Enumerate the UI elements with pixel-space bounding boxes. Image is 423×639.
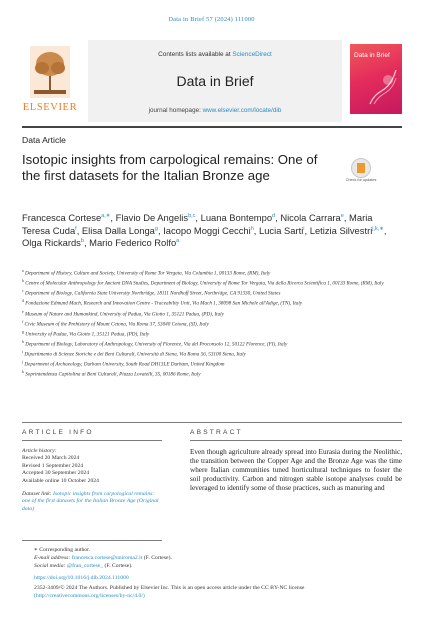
affiliation-item [22, 268, 397, 278]
affiliation-text: Centre of Molecular Anthropology for Ancient DNA Studies, Department of Biology, University of Rome Tor Vergata, Via della Ricerca Scientifica 1, 00133 Rome, (RM), Italy [23, 280, 384, 287]
history-accepted: Accepted 30 September 2024 [22, 470, 90, 477]
publisher-name: ELSEVIER [22, 102, 78, 113]
social-line [34, 562, 384, 570]
homepage-line [88, 107, 342, 114]
affiliation-divider [22, 422, 402, 423]
affiliation-item [22, 309, 397, 319]
contents-line [88, 51, 342, 58]
check-updates-label: Check for updates [345, 178, 377, 182]
email-line [34, 554, 384, 562]
homepage-prefix: journal homepage: [148, 107, 203, 114]
affiliation-text: Department of Biology, Laboratory of Anthropology, University of Florence, Via del Proconsolo 12, 50122 Florence, (FI), Italy [23, 341, 288, 348]
license-statement: 2352-3409/© 2024 The Authors. Published by Elsevier Inc. This is an open access article under the CC BY-NC license [34, 585, 305, 591]
affiliation-marker: e [22, 309, 24, 314]
footnote-divider [22, 540, 162, 541]
cover-graphic-icon [368, 66, 398, 106]
email-link[interactable]: francesca.cortese@uniroma2.it [71, 555, 143, 561]
affiliation-item [22, 329, 397, 339]
history-received: Received 20 March 2024 [22, 455, 80, 462]
author-affiliation-marker[interactable]: a [176, 238, 180, 245]
article-type: Data Article [22, 135, 66, 145]
affiliations [22, 268, 397, 379]
author-affiliation-marker[interactable]: d [272, 212, 276, 219]
article-title: Isotopic insights from carpological remains: One of the first datasets for the Italian Bronze age [22, 152, 318, 183]
author-name[interactable]: Lucia Sarti [259, 224, 304, 236]
affiliation-text: Dipartimento di Scienze Storiche e dei Beni Culturali, Università di Siena, Via Roma 56, 53100 Siena, Italy [23, 351, 246, 358]
sciencedirect-link[interactable]: ScienceDirect [232, 51, 272, 58]
author-name[interactable]: Mario Federico Rolfo [89, 237, 177, 249]
affiliation-text: Fondazione Edmund Mach, Research and Innovation Centre - Traceability Unit, Via Mach 1, 38098 San Michele all'Adige, (TN), Italy [23, 301, 303, 308]
author-list: Francesca Cortese$^{a,∗}$, Flavio De Angelis$^{b,c}$, Luana Bontempo$^d$, Nicola Carrara$^e$, Maria Teresa Cuda$^f$, Elisa Dalla Longa$^g$, Iacopo Moggi Cecchi$^h$, Lucia Sarti$^i$, Letizia Silvestri$^{j,k,∗}$, Olga Rickards$^b$, Mario Federico Rolfo$^a$ [22, 212, 387, 249]
elsevier-logo[interactable] [22, 40, 78, 122]
affiliation-text: University of Padua, Via Giotto 1, 35121 Padua, (PD), Italy [23, 331, 150, 338]
affiliation-marker: k [22, 370, 24, 375]
dataset-link-block [22, 491, 162, 513]
author-name[interactable]: Iacopo Moggi Cecchi [163, 224, 251, 236]
author-affiliation-marker[interactable]: i [303, 225, 305, 232]
affiliation-item [22, 319, 397, 329]
article-info [22, 448, 162, 513]
corresponding-label: ∗ Corresponding author. [34, 547, 91, 553]
author-name[interactable]: Olga Rickards [22, 237, 81, 249]
social-link[interactable]: @fran_cortese_ [66, 563, 104, 569]
affiliation-text: Department of Archaeology, Durham University, South Road DH13LE Durham, United Kingdom [23, 361, 225, 368]
author-affiliation-marker[interactable]: f [75, 225, 77, 232]
bookmark-icon [357, 163, 365, 173]
affiliation-marker: g [22, 329, 24, 334]
article-info-heading: ARTICLE INFO [22, 429, 94, 436]
check-for-updates-badge[interactable] [345, 158, 377, 188]
affiliation-item [22, 369, 397, 379]
author-affiliation-marker[interactable]: j,k,∗ [372, 225, 384, 232]
dataset-link[interactable]: Isotopic insights from carpological remains: one of the first datasets for the Italian Bronze Age (Original data) [22, 491, 159, 512]
affiliation-marker: d [22, 299, 24, 304]
social-suffix: (F. Cortese). [103, 563, 133, 569]
contents-prefix: Contents lists available at [158, 51, 233, 58]
affiliation-item [22, 298, 397, 308]
author-name[interactable]: Francesca Cortese [22, 212, 102, 223]
tree-icon [30, 46, 70, 98]
author-affiliation-marker[interactable]: e [340, 212, 344, 219]
affiliation-marker: f [22, 319, 24, 324]
doi-link[interactable]: https://doi.org/10.1016/j.dib.2024.111000 [34, 575, 129, 581]
author-name[interactable]: Elisa Dalla Longa [81, 224, 155, 236]
history-label: Article history: [22, 448, 57, 454]
affiliation-text: Department of History, Culture and Society, University of Rome Tor Vergata, Via Columbia 1, 00133 Rome, (RM), Italy [23, 270, 271, 277]
abstract-heading: ABSTRACT [190, 429, 243, 436]
author-affiliation-marker[interactable]: g [154, 225, 158, 232]
affiliation-item [22, 349, 397, 359]
affiliation-text: Soprintendenza Capitolina ai Beni Culturali, Piazza Lovatelli, 35, 00186 Rome, Italy [23, 371, 201, 378]
author-name[interactable]: Luana Bontempo [200, 212, 273, 223]
author-name[interactable]: Flavio De Angelis [115, 212, 189, 223]
affiliation-marker: i [22, 350, 24, 354]
author-affiliation-marker[interactable]: b,c [188, 212, 196, 219]
affiliation-item [22, 339, 397, 349]
journal-header [22, 40, 402, 122]
author-name[interactable]: Nicola Carrara [280, 212, 341, 223]
affiliation-text: Museum of Nature and Humankind, University of Padua, Via Giotto 1, 35121 Padua, (PD), Italy [23, 311, 224, 318]
info-divider [22, 440, 162, 441]
affiliation-item [22, 278, 397, 288]
author-affiliation-marker[interactable]: b [80, 238, 84, 245]
affiliation-item [22, 288, 397, 298]
email-label: E-mail address: [34, 555, 71, 561]
author-name[interactable]: Letizia Silvestri [309, 224, 373, 236]
journal-title: Data in Brief [176, 73, 254, 89]
affiliation-text: Department of Biology, California State University Northridge, 18111 Nordhoff Street, Northridge, CA 91330, United States [23, 290, 281, 297]
affiliation-marker: j [22, 360, 24, 365]
license-link[interactable]: (http://creativecommons.org/licenses/by-nc/4.0/) [34, 593, 145, 599]
affiliation-marker: h [22, 339, 24, 344]
email-suffix: (F. Cortese). [142, 555, 172, 561]
affiliation-text: Civic Museum of the Prehistory of Mount Cetona, Via Roma 37, 53040 Cetona, (SI), Italy [23, 321, 209, 328]
affiliation-marker: b [22, 279, 24, 284]
author-affiliation-marker[interactable]: h [250, 225, 254, 232]
journal-cover[interactable] [350, 44, 402, 114]
author-name[interactable]: Maria Teresa Cuda [22, 212, 373, 236]
header-divider [22, 126, 402, 128]
abstract-divider [190, 440, 402, 441]
history-revised: Revised 1 September 2024 [22, 462, 84, 469]
license-text [34, 584, 390, 600]
abstract-text: Even though agriculture already spread into Eurasia during the Neolithic, the transition between the Copper Age and the Bronze Age was the time where Italian communities tuned horticultural techniques to foster the soil productivity. Carbon and nitrogen stable isotope analyses could be leveraged to identify some of those practices, such as manuring and [190, 448, 402, 493]
cover-title: Data in Brief [354, 52, 390, 59]
journal-reference[interactable]: Data in Brief 57 (2024) 111000 [168, 16, 255, 23]
history-online: Available online 10 October 2024 [22, 477, 99, 484]
affiliation-marker: a [22, 269, 24, 273]
social-label: Social media: [34, 563, 66, 569]
corresponding-author [34, 546, 384, 570]
author-affiliation-marker[interactable]: a,∗ [101, 212, 111, 219]
affiliation-marker: c [22, 289, 24, 294]
affiliation-item [22, 359, 397, 369]
dataset-link-label: Dataset link: [22, 491, 52, 498]
journal-info-panel [88, 40, 342, 122]
homepage-link[interactable]: www.elsevier.com/locate/dib [202, 107, 282, 114]
